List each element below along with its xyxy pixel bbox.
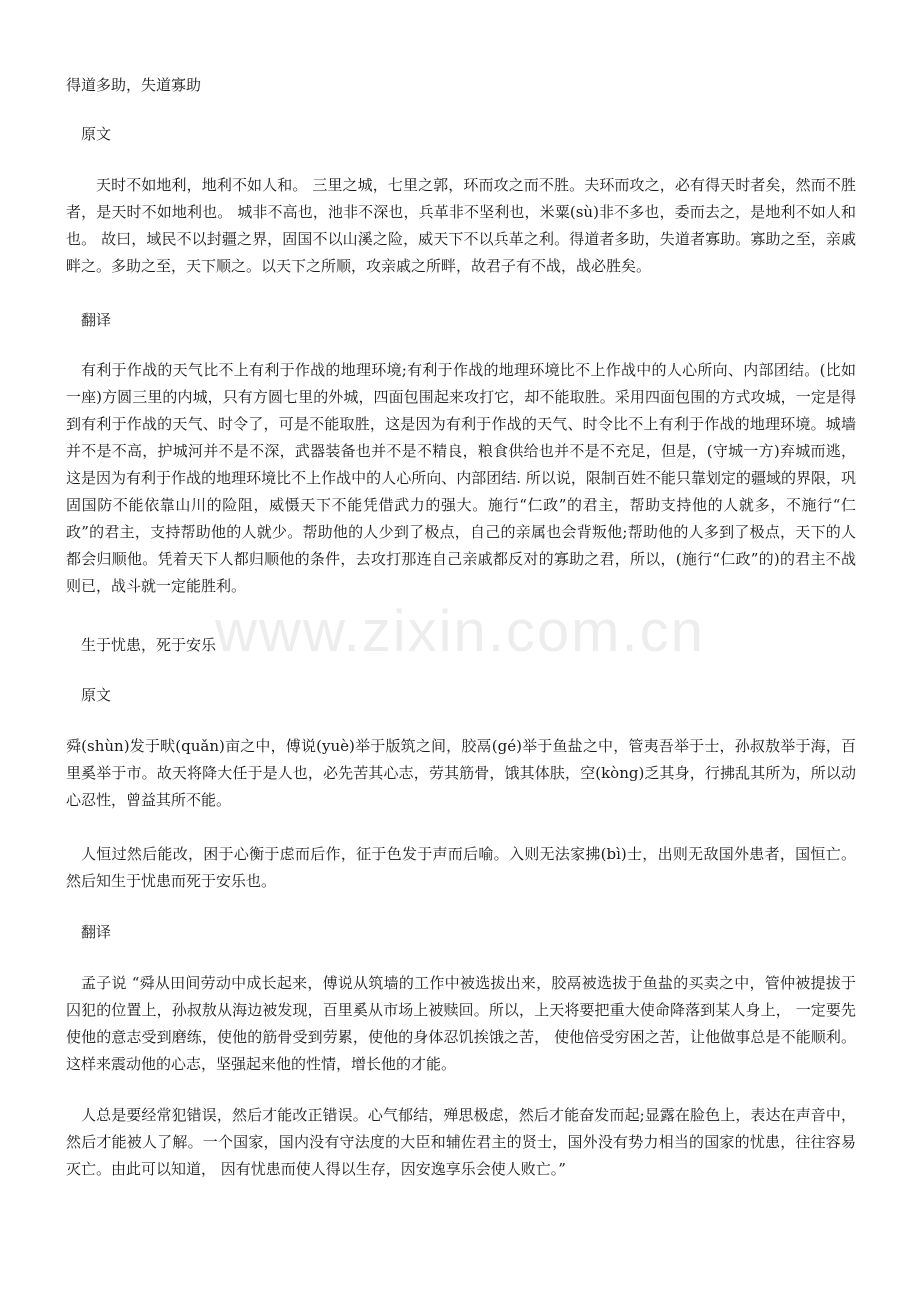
paragraph-translation-1: 有利于作战的天气比不上有利于作战的地理环境;有利于作战的地理环境比不上作战中的人心所向、内部团结。(比如一座)方圆三里的内城，只有方圆七里的外城，四面包围起来攻打它，却不能取胜。采用四面包围的方式攻城，一定是得到有利于作战的天气、时令了，可是不能取胜，这是因为有利于作战的天气、时令比不上有利于作战的地理环境。城墙并不是不高，护城河并不是不深，武器装备也并不是不精良，粮食供给也并不是不充足，但是，(守城一方)弃城而逃，这是因为有利于作战的地理环境比不上作战中的人心所向、内部团结. 所以说，限制百姓不能只靠划定的疆域的界限，巩固国防不能依靠山川的险阻，威慑天下不能凭借武力的强大。施行“仁政”的君主，帮助支持他的人就多，不施行“仁政”的君主，支持帮助他的人就少。帮助他的人少到了极点，自己的亲属也会背叛他;帮助他的人多到了极点，天下的人都会归顺他。凭着天下人都归顺他的条件，去攻打那连自己亲戚都反对的寡助之君，所以，(施行“仁政”的)的君主不战则已，战斗就一定能胜利。	[66, 361, 856, 595]
heading-1: 得道多助，失道寡助	[66, 76, 202, 94]
paragraph-original-2b: 人恒过然后能改，困于心衡于虑而后作，征于色发于声而后喻。入则无法家拂(bì)士，出则无敌国外患者，国恒亡。然后知生于忧患而死于安乐也。	[66, 845, 856, 890]
paragraph-translation-2a: 孟子说 “舜从田间劳动中成长起来，傅说从筑墙的工作中被选拔出来，胶鬲被选拔于鱼盐的买卖之中，管仲被提拔于囚犯的位置上，孙叔敖从海边被发现，百里奚从市场上被赎回。所以，上天将要把重大使命降落到某人身上， 一定要先使他的意志受到磨练，使他的筋骨受到劳累，使他的身体忍饥挨饿之苦， 使他倍受穷困之苦，让他做事总是不能顺利。这样来震动他的心志，坚强起来他的性情，增长他的才能。	[66, 974, 856, 1073]
label-original-1: 原文	[81, 125, 112, 143]
paragraph-original-1: 天时不如地利，地利不如人和。 三里之城，七里之郭，环而攻之而不胜。夫环而攻之，必有得天时者矣，然而不胜者，是天时不如地利也。 城非不高也，池非不深也，兵革非不坚利也，米粟(sù)非不多也，委而去之，是地利不如人和也。 故曰，域民不以封疆之界，固国不以山溪之险，威天下不以兵革之利。得道者多助，失道者寡助。寡助之至，亲戚畔之。多助之至，天下顺之。以天下之所顺，攻亲戚之所畔，故君子有不战，战必胜矣。	[66, 176, 856, 275]
label-original-2: 原文	[81, 686, 112, 704]
label-translation-1: 翻译	[81, 311, 112, 329]
paragraph-translation-2b: 人总是要经常犯错误，然后才能改正错误。心气郁结，殚思极虑，然后才能奋发而起;显露在脸色上，表达在声音中，然后才能被人了解。一个国家，国内没有守法度的大臣和辅佐君主的贤士，国外没有势力相当的国家的忧患，往往容易灭亡。由此可以知道， 因有忧患而使人得以生存，因安逸享乐会使人败亡。”	[66, 1106, 856, 1178]
watermark: www.zixin.com.cn	[215, 599, 705, 664]
heading-2: 生于忧患，死于安乐	[81, 636, 217, 654]
label-translation-2: 翻译	[81, 923, 112, 941]
paragraph-original-2a: 舜(shùn)发于畎(quǎn)亩之中，傅说(yuè)举于版筑之间，胶鬲(gé)举于鱼盐之中，管夷吾举于士，孙叔敖举于海，百里奚举于市。故天将降大任于是人也，必先苦其心志，劳其筋骨，饿其体肤，空(kòng)乏其身，行拂乱其所为，所以动心忍性，曾益其所不能。	[66, 737, 856, 809]
